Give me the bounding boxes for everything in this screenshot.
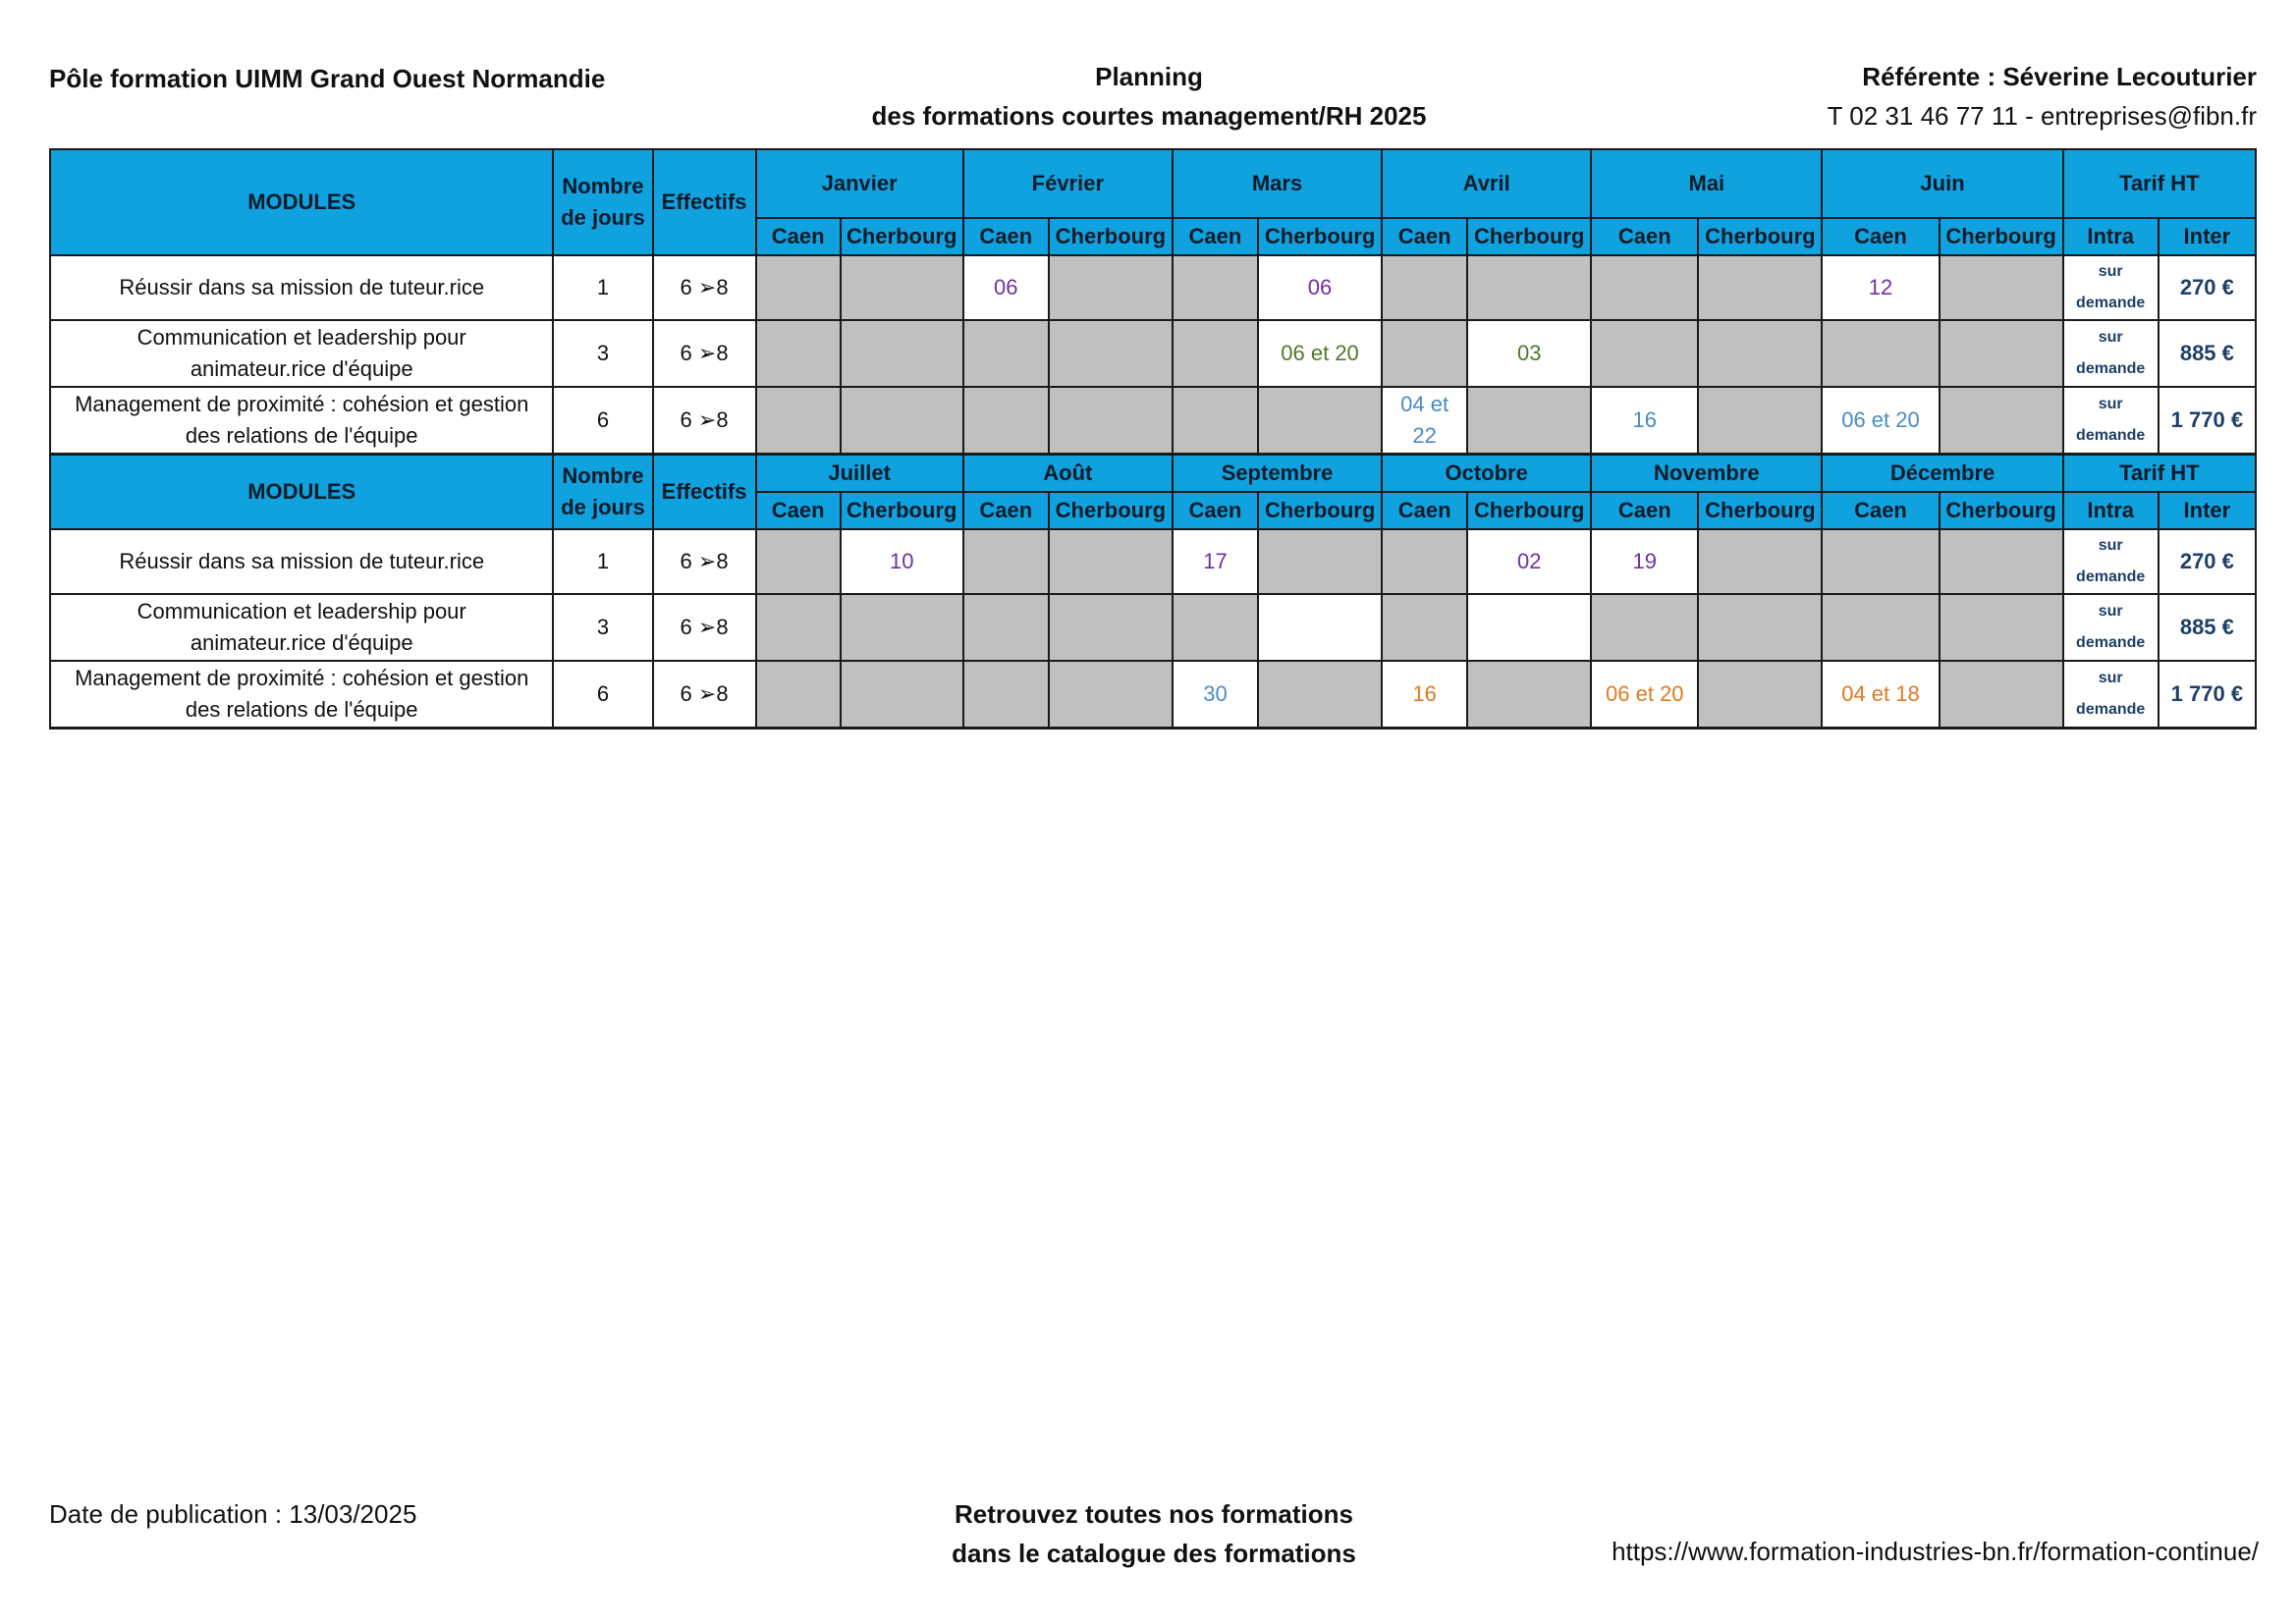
session-date-caen <box>963 594 1049 661</box>
intra-price-line1: sur <box>2098 329 2123 346</box>
inter-price: 885 € <box>2159 594 2256 661</box>
session-date-cherbourg <box>841 387 963 455</box>
module-name <box>50 255 553 320</box>
intra-price <box>2063 320 2159 387</box>
column-header-days-line2: de jours <box>561 205 645 230</box>
module-name-line1: Management de proximité : cohésion et gestion <box>75 666 529 690</box>
session-date-cherbourg <box>1049 387 1173 455</box>
module-name-line2: des relations de l'équipe <box>185 423 418 448</box>
column-header-days-line1: Nombre <box>562 174 644 198</box>
session-date-caen <box>1382 594 1467 661</box>
session-date-caen <box>756 661 841 729</box>
session-date-cherbourg <box>1467 255 1591 320</box>
session-date-cherbourg <box>1258 661 1382 729</box>
module-name-line2: animateur.rice d'équipe <box>190 630 413 655</box>
month-header: Décembre <box>1822 455 2062 493</box>
session-date-caen: 06 et 20 <box>1822 387 1939 455</box>
session-date-cherbourg <box>1940 594 2063 661</box>
session-date-cherbourg <box>1467 661 1591 729</box>
intra-price-line2: demande <box>2076 634 2146 651</box>
city-header-caen: Caen <box>1822 492 1939 529</box>
session-date-cherbourg <box>1258 594 1382 661</box>
city-header-cherbourg: Cherbourg <box>1049 218 1173 255</box>
session-date-caen <box>756 594 841 661</box>
month-header: Juin <box>1822 149 2062 218</box>
session-date-cherbourg <box>1258 529 1382 594</box>
session-date-cherbourg: 06 et 20 <box>1258 320 1382 387</box>
session-date-caen <box>1173 387 1258 455</box>
session-date-cherbourg <box>1049 255 1173 320</box>
session-date-cherbourg <box>1698 320 1822 387</box>
session-date-cherbourg: 02 <box>1467 529 1591 594</box>
staff-range: 6 ➢8 <box>653 594 756 661</box>
session-date-caen: 12 <box>1822 255 1939 320</box>
planning-table <box>49 148 2257 730</box>
column-header-inter: Inter <box>2159 218 2256 255</box>
organization-title: Pôle formation UIMM Grand Ouest Normandie <box>49 64 606 93</box>
city-header-caen: Caen <box>756 492 841 529</box>
session-date-cherbourg: 06 <box>1258 255 1382 320</box>
session-date-cherbourg <box>1049 594 1173 661</box>
month-header: Mars <box>1173 149 1382 218</box>
document-title-line2: des formations courtes management/RH 2025 <box>871 101 1427 131</box>
referent-name: Référente : Séverine Lecouturier <box>1862 62 2257 91</box>
module-name-line1: Communication et leadership pour <box>137 325 466 350</box>
intra-price-line1: sur <box>2098 537 2123 554</box>
session-date-caen <box>756 320 841 387</box>
session-date-caen <box>1173 320 1258 387</box>
intra-price <box>2063 594 2159 661</box>
session-date-cherbourg <box>1049 661 1173 729</box>
catalogue-notice-line2: dans le catalogue des formations <box>952 1539 1356 1568</box>
city-header-cherbourg: Cherbourg <box>1940 492 2063 529</box>
month-header: Janvier <box>756 149 963 218</box>
intra-price <box>2063 529 2159 594</box>
session-date-caen <box>1591 320 1698 387</box>
column-header-days-line2: de jours <box>561 495 645 519</box>
city-header-caen: Caen <box>1173 492 1258 529</box>
session-date-cherbourg <box>1940 661 2063 729</box>
inter-price: 885 € <box>2159 320 2256 387</box>
session-date-cherbourg <box>841 661 963 729</box>
city-header-cherbourg: Cherbourg <box>841 218 963 255</box>
session-date-cherbourg <box>1940 255 2063 320</box>
session-date-caen <box>756 255 841 320</box>
column-header-tarif: Tarif HT <box>2063 149 2256 218</box>
session-date-line1: 04 et <box>1400 392 1449 416</box>
module-name-line1: Communication et leadership pour <box>137 599 466 623</box>
module-name-line1: Réussir dans sa mission de tuteur.rice <box>119 549 485 573</box>
days-count: 3 <box>553 320 652 387</box>
inter-price: 270 € <box>2159 255 2256 320</box>
session-date-cherbourg <box>1467 594 1591 661</box>
inter-price: 1 770 € <box>2159 661 2256 729</box>
module-name-line1: Réussir dans sa mission de tuteur.rice <box>119 275 485 299</box>
module-name <box>50 320 553 387</box>
module-name-line2: des relations de l'équipe <box>185 697 418 722</box>
inter-price: 1 770 € <box>2159 387 2256 455</box>
city-header-caen: Caen <box>756 218 841 255</box>
session-date-caen <box>963 387 1049 455</box>
document-title <box>776 57 1522 135</box>
month-header: Août <box>963 455 1173 493</box>
column-header-days <box>553 455 652 530</box>
intra-price-line2: demande <box>2076 568 2146 585</box>
session-date-caen <box>963 529 1049 594</box>
session-date-cherbourg: 03 <box>1467 320 1591 387</box>
days-count: 1 <box>553 255 652 320</box>
document-title-line1: Planning <box>1095 62 1203 91</box>
column-header-intra: Intra <box>2063 492 2159 529</box>
session-date-caen: 19 <box>1591 529 1698 594</box>
session-date-cherbourg <box>1940 320 2063 387</box>
session-date-cherbourg <box>1258 387 1382 455</box>
city-header-caen: Caen <box>963 492 1049 529</box>
staff-range: 6 ➢8 <box>653 320 756 387</box>
session-date-caen: 16 <box>1591 387 1698 455</box>
month-header: Juillet <box>756 455 963 493</box>
city-header-caen: Caen <box>1591 218 1698 255</box>
city-header-cherbourg: Cherbourg <box>1258 218 1382 255</box>
session-date-caen: 06 et 20 <box>1591 661 1698 729</box>
month-header: Novembre <box>1591 455 1822 493</box>
session-date-cherbourg <box>841 320 963 387</box>
catalogue-notice-line1: Retrouvez toutes nos formations <box>955 1499 1353 1529</box>
module-name <box>50 387 553 455</box>
inter-price: 270 € <box>2159 529 2256 594</box>
session-date-cherbourg <box>1698 387 1822 455</box>
days-count: 1 <box>553 529 652 594</box>
intra-price <box>2063 387 2159 455</box>
staff-range: 6 ➢8 <box>653 255 756 320</box>
month-header: Octobre <box>1382 455 1591 493</box>
city-header-cherbourg: Cherbourg <box>1698 218 1822 255</box>
city-header-cherbourg: Cherbourg <box>1467 218 1591 255</box>
intra-price-line2: demande <box>2076 427 2146 444</box>
session-date-caen: 16 <box>1382 661 1467 729</box>
session-date-caen <box>1173 255 1258 320</box>
session-date-caen <box>1173 594 1258 661</box>
column-header-staff: Effectifs <box>653 149 756 255</box>
days-count: 6 <box>553 661 652 729</box>
intra-price <box>2063 255 2159 320</box>
city-header-cherbourg: Cherbourg <box>841 492 963 529</box>
intra-price-line1: sur <box>2098 603 2123 620</box>
session-date-caen: 30 <box>1173 661 1258 729</box>
column-header-days <box>553 149 652 255</box>
city-header-cherbourg: Cherbourg <box>1467 492 1591 529</box>
column-header-tarif: Tarif HT <box>2063 455 2256 493</box>
session-date-caen <box>1382 529 1467 594</box>
column-header-modules: MODULES <box>50 149 553 255</box>
column-header-days-line1: Nombre <box>562 463 644 488</box>
city-header-caen: Caen <box>1822 218 1939 255</box>
session-date-caen <box>756 529 841 594</box>
city-header-caen: Caen <box>963 218 1049 255</box>
city-header-caen: Caen <box>1591 492 1698 529</box>
column-header-staff: Effectifs <box>653 455 756 530</box>
session-date-caen <box>1382 387 1467 455</box>
intra-price <box>2063 661 2159 729</box>
column-header-modules: MODULES <box>50 455 553 530</box>
session-date-cherbourg <box>1940 529 2063 594</box>
month-header: Mai <box>1591 149 1822 218</box>
intra-price-line2: demande <box>2076 360 2146 377</box>
city-header-caen: Caen <box>1382 218 1467 255</box>
session-date-caen: 04 et 18 <box>1822 661 1939 729</box>
month-header: Septembre <box>1173 455 1382 493</box>
intra-price-line2: demande <box>2076 295 2146 311</box>
session-date-cherbourg <box>1940 387 2063 455</box>
intra-price-line2: demande <box>2076 701 2146 718</box>
module-name <box>50 661 553 729</box>
session-date-caen <box>1822 320 1939 387</box>
session-date-caen <box>756 387 841 455</box>
module-name <box>50 529 553 594</box>
module-name <box>50 594 553 661</box>
session-date-caen <box>963 661 1049 729</box>
days-count: 6 <box>553 387 652 455</box>
session-date-cherbourg <box>1049 320 1173 387</box>
city-header-cherbourg: Cherbourg <box>1049 492 1173 529</box>
days-count: 3 <box>553 594 652 661</box>
city-header-caen: Caen <box>1382 492 1467 529</box>
city-header-caen: Caen <box>1173 218 1258 255</box>
publication-date: Date de publication : 13/03/2025 <box>49 1499 417 1529</box>
session-date-cherbourg <box>1049 529 1173 594</box>
month-header: Avril <box>1382 149 1591 218</box>
intra-price-line1: sur <box>2098 263 2123 280</box>
session-date-cherbourg <box>841 594 963 661</box>
column-header-inter: Inter <box>2159 492 2256 529</box>
city-header-cherbourg: Cherbourg <box>1698 492 1822 529</box>
session-date-cherbourg <box>1698 594 1822 661</box>
staff-range: 6 ➢8 <box>653 387 756 455</box>
session-date-caen: 06 <box>963 255 1049 320</box>
staff-range: 6 ➢8 <box>653 661 756 729</box>
contact-info: T 02 31 46 77 11 - entreprises@fibn.fr <box>1827 101 2257 131</box>
month-header: Février <box>963 149 1173 218</box>
session-date-line2: 22 <box>1412 423 1437 448</box>
staff-range: 6 ➢8 <box>653 529 756 594</box>
session-date-cherbourg <box>1698 661 1822 729</box>
session-date-caen <box>963 320 1049 387</box>
city-header-cherbourg: Cherbourg <box>1258 492 1382 529</box>
module-name-line1: Management de proximité : cohésion et gestion <box>75 392 529 416</box>
city-header-cherbourg: Cherbourg <box>1940 218 2063 255</box>
intra-price-line1: sur <box>2098 396 2123 412</box>
session-date-caen <box>1382 255 1467 320</box>
session-date-cherbourg: 10 <box>841 529 963 594</box>
session-date-cherbourg <box>1698 255 1822 320</box>
session-date-caen <box>1822 594 1939 661</box>
intra-price-line1: sur <box>2098 670 2123 686</box>
session-date-cherbourg <box>841 255 963 320</box>
session-date-cherbourg <box>1698 529 1822 594</box>
session-date-caen: 17 <box>1173 529 1258 594</box>
session-date-caen <box>1591 255 1698 320</box>
catalogue-url[interactable]: https://www.formation-industries-bn.fr/formation-continue/ <box>1612 1537 2259 1566</box>
session-date-caen <box>1591 594 1698 661</box>
session-date-caen <box>1382 320 1467 387</box>
session-date-caen <box>1822 529 1939 594</box>
session-date-cherbourg <box>1467 387 1591 455</box>
module-name-line2: animateur.rice d'équipe <box>190 356 413 381</box>
column-header-intra: Intra <box>2063 218 2159 255</box>
contact-block <box>1828 57 2257 135</box>
catalogue-notice <box>884 1494 1424 1573</box>
